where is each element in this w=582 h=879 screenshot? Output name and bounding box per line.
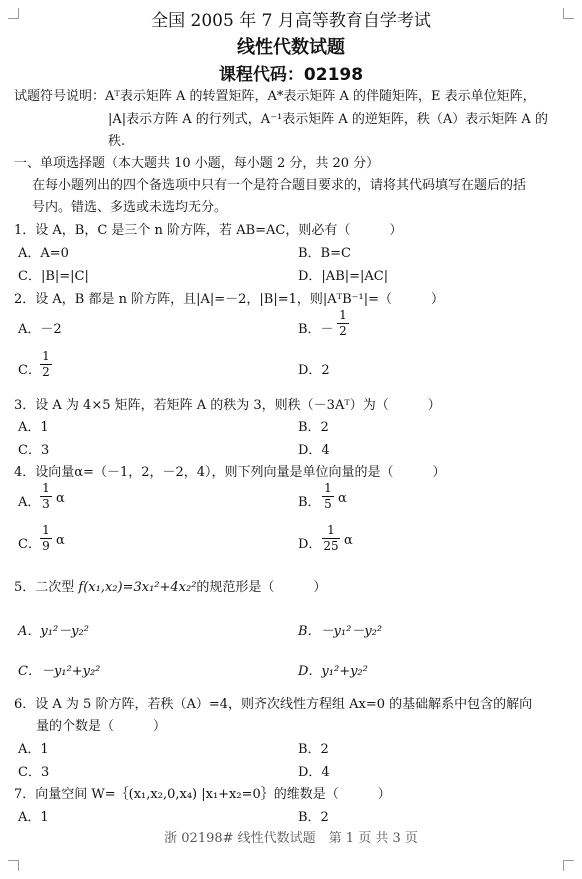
q2-option-c-prefix: C． — [18, 363, 41, 378]
question-5-stem — [14, 576, 326, 595]
fraction-denominator: 3 — [42, 497, 50, 511]
fraction-numerator: 1 — [42, 481, 50, 495]
q2-option-c-fraction — [40, 350, 52, 379]
q5-option-b: B．－y₁²－y₂² — [298, 624, 383, 639]
q1-option-a: A．A=0 — [18, 246, 69, 261]
q4-option-b-prefix: B． — [298, 495, 321, 510]
section-heading: 一、单项选择题（本大题共 10 小题，每小题 2 分，共 20 分） — [14, 156, 380, 171]
q3-option-a: A．1 — [18, 420, 49, 435]
fraction-denominator: 9 — [42, 539, 50, 553]
q5-stem-prefix: 5．二次型 — [14, 580, 79, 595]
q2-option-d: D．2 — [298, 363, 330, 378]
question-4-stem: 4．设向量α=（－1，2，－2，4），则下列向量是单位向量的是（ ） — [14, 465, 446, 480]
q5-quadratic-form: f(x₁,x₂)=3x₁²+4x₂² — [78, 580, 197, 595]
q2-option-b-fraction — [337, 309, 349, 338]
q1-option-c: C．|B|=|C| — [18, 269, 89, 284]
fraction-numerator: 1 — [324, 481, 332, 495]
section-instructions-1: 在每小题列出的四个备选项中只有一个是符合题目要求的，请将其代码填写在题后的括 — [32, 178, 527, 193]
q1-option-d: D．|AB|=|AC| — [298, 269, 389, 284]
question-3-stem: 3．设 A 为 4×5 矩阵，若矩阵 A 的秩为 3，则秩（－3Aᵀ）为（ ） — [14, 398, 441, 413]
q4-option-c-prefix: C． — [18, 537, 41, 552]
q2-option-b-prefix: B．－ — [298, 322, 334, 337]
page-footer: 浙 02198# 线性代数试题 第 1 页 共 3 页 — [164, 831, 418, 846]
fraction-numerator: 1 — [42, 523, 50, 537]
q3-option-c: C．3 — [18, 443, 50, 458]
q1-option-b: B．B=C — [298, 246, 351, 261]
question-1-stem: 1．设 A，B，C 是三个 n 阶方阵，若 AB=AC，则必有（ ） — [14, 223, 403, 238]
fraction-denominator: 2 — [42, 365, 50, 379]
q2-option-a: A．－2 — [18, 322, 62, 337]
alpha-symbol: α — [338, 491, 347, 506]
question-6-stem-1: 6．设 A 为 5 阶方阵，若秩（A）=4，则齐次线性方程组 Ax=0 的基础解系中包含的解向 — [14, 697, 533, 712]
question-7-stem: 7．向量空间 W=｛(x₁,x₂,0,x₄) |x₁+x₂=0｝的维数是（ ） — [14, 787, 391, 802]
alpha-symbol: α — [56, 533, 65, 548]
q7-option-a: A．1 — [18, 810, 49, 825]
exam-title: 全国 2005 年 7 月高等教育自学考试 — [151, 11, 431, 31]
notation-line-2: |A|表示方阵 A 的行列式，A⁻¹表示矩阵 A 的逆矩阵，秩（A）表示矩阵 A 的 — [108, 112, 548, 127]
fraction-denominator: 5 — [324, 497, 332, 511]
crop-mark-bottom-left — [8, 860, 19, 871]
q4-option-a-fraction — [40, 482, 52, 511]
section-instructions-2: 号内。错选、多选或未选均无分。 — [32, 200, 228, 215]
notation-line-1: 试题符号说明：Aᵀ表示矩阵 A 的转置矩阵，A*表示矩阵 A 的伴随矩阵，E 表示单位矩阵， — [14, 89, 536, 104]
q4-option-b-fraction — [322, 482, 334, 511]
fraction-denominator: 25 — [323, 539, 339, 553]
q3-option-d: D．4 — [298, 443, 330, 458]
crop-mark-bottom-right — [563, 860, 574, 871]
q3-option-b: B．2 — [298, 420, 329, 435]
fraction-numerator: 1 — [339, 308, 347, 322]
fraction-denominator: 2 — [339, 324, 347, 338]
q5-option-d: D．y₁²+y₂² — [298, 664, 368, 679]
alpha-symbol: α — [56, 491, 65, 506]
q5-stem-suffix: 的规范形是（ ） — [196, 580, 327, 595]
q6-option-b: B．2 — [298, 742, 329, 757]
course-code: 课程代码：02198 — [218, 65, 364, 85]
fraction-numerator: 1 — [42, 349, 50, 363]
fraction-numerator: 1 — [327, 523, 335, 537]
q5-option-c: C．－y₁²+y₂² — [18, 664, 101, 679]
q6-option-c: C．3 — [18, 765, 50, 780]
q4-option-c-fraction — [40, 524, 52, 553]
q5-option-a: A．y₁²－y₂² — [18, 624, 89, 639]
q4-option-d-prefix: D． — [298, 537, 322, 552]
q4-option-a-prefix: A． — [18, 495, 41, 510]
subject-title: 线性代数试题 — [237, 37, 345, 58]
question-2-stem: 2．设 A，B 都是 n 阶方阵，且|A|=－2，|B|=1，则|AᵀB⁻¹|=（ ） — [14, 292, 445, 307]
q6-option-d: D．4 — [298, 765, 330, 780]
q7-option-b: B．2 — [298, 810, 329, 825]
notation-line-3: 秩. — [108, 134, 126, 149]
q6-option-a: A．1 — [18, 742, 49, 757]
q4-option-d-fraction — [322, 524, 340, 553]
alpha-symbol: α — [344, 533, 353, 548]
question-6-stem-2: 量的个数是（ ） — [36, 719, 167, 734]
